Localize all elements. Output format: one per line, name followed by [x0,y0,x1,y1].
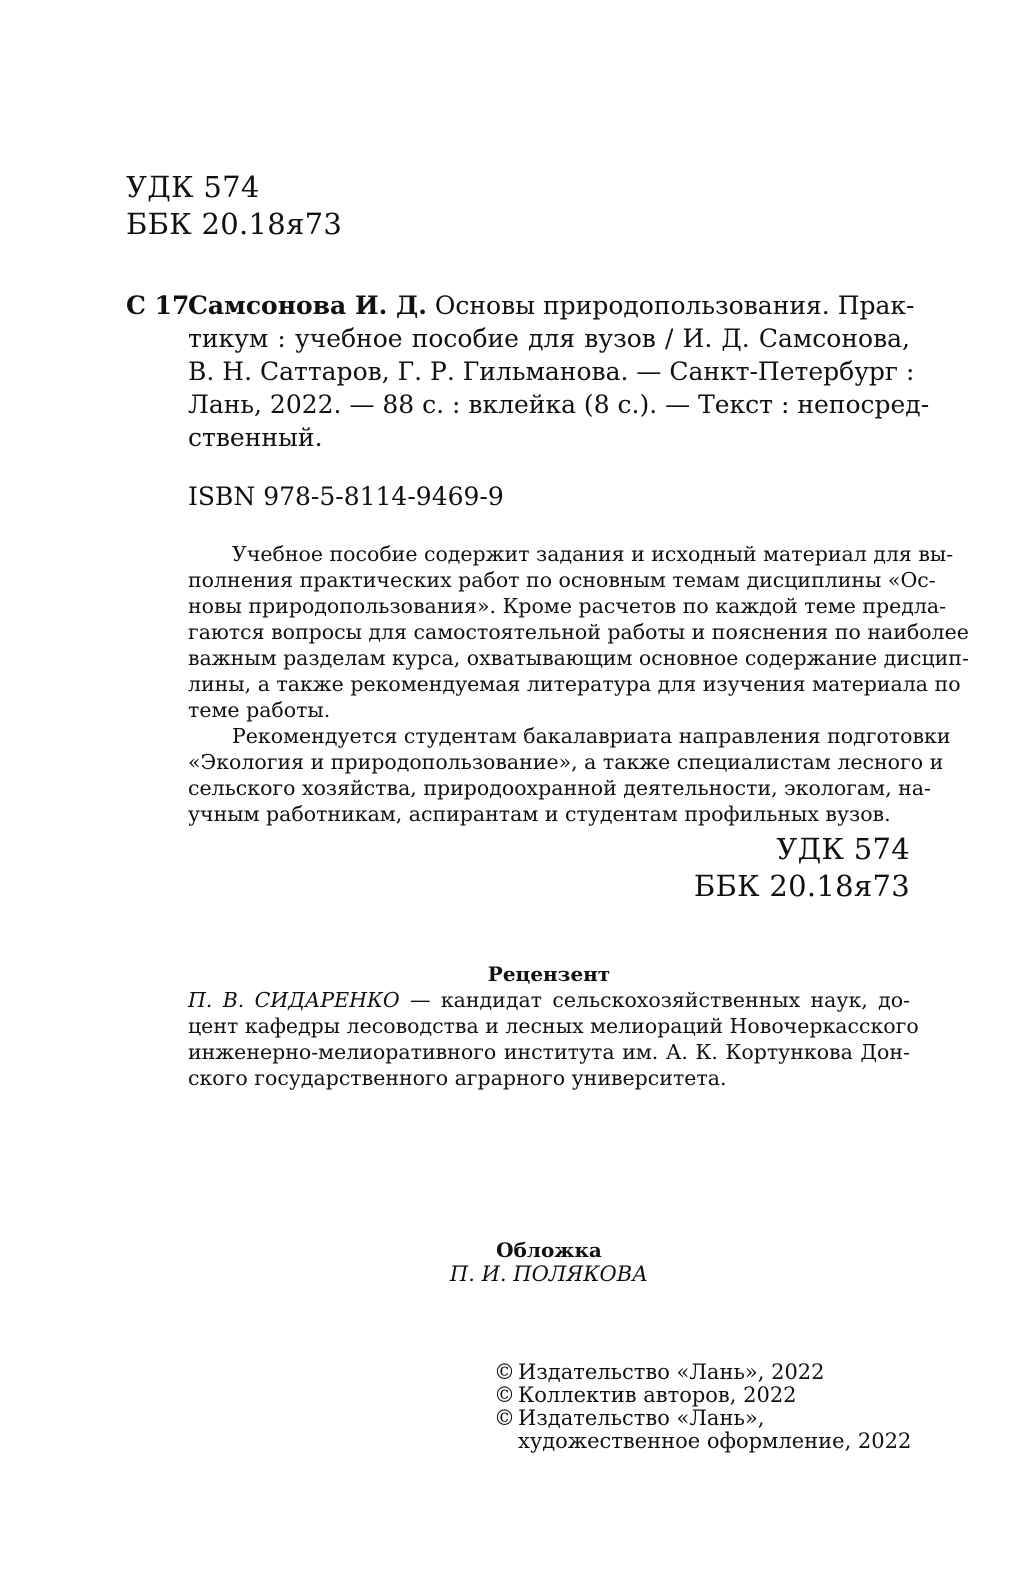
annotation-line: важным разделам курса, охватывающим основное содержание дисцип- [188,646,969,670]
bib-line-3: В. Н. Саттаров, Г. Р. Гильманова. — Санкт-Петербург : [188,357,915,386]
annotation-line: полнения практических работ по основным темам дисциплины «Ос- [188,568,936,592]
reviewer-line: П. В. СИДАРЕНКО — кандидат сельскохозяйственных наук, до- [188,988,910,1012]
bib-line-4: Лань, 2022. — 88 с. : вклейка (8 с.). — Текст : непосред- [188,390,930,419]
copyright-icon: © [494,1383,515,1407]
bbk-bottom: ББК 20.18я73 [693,869,910,903]
annotation-line: новы природопользования». Кроме расчетов по каждой теме предла- [188,594,947,618]
bib-author: Самсонова И. Д. [188,291,427,320]
cover-name: П. И. ПОЛЯКОВА [449,1262,649,1286]
copyright-line: © Издательство «Лань», 2022 [494,1360,825,1384]
bib-line-1: Самсонова И. Д. Основы природопользования. Прак- [188,291,915,320]
bib-line-5: ственный. [188,423,323,452]
copyright-line: © Коллектив авторов, 2022 [494,1383,797,1407]
annotation-line: «Экология и природопользование», а также специалистам лесного и [188,750,944,774]
bib-line-2: тикум : учебное пособие для вузов / И. Д. Самсонова, [188,324,910,353]
reviewer-line: ского государственного аграрного университета. [188,1066,727,1090]
annotation-line: сельского хозяйства, природоохранной деятельности, экологам, на- [188,776,931,800]
annotation-line: теме работы. [188,698,331,722]
bbk-top: ББК 20.18я73 [126,207,343,241]
cover-heading: Обложка [496,1238,602,1262]
isbn: ISBN 978-5-8114-9469-9 [188,482,504,511]
reviewer-name: П. В. СИДАРЕНКО [188,988,400,1012]
copyright-icon: © [494,1406,515,1430]
udk-bottom: УДК 574 [776,832,910,866]
reviewer-line: инженерно-мелиоративного института им. А. К. Кортункова Дон- [188,1040,910,1064]
annotation-line: учным работникам, аспирантам и студентам профильных вузов. [188,802,891,826]
reviewer-line: цент кафедры лесоводства и лесных мелиораций Новочеркасского [188,1014,919,1038]
copyright-icon: © [494,1360,515,1384]
annotation-line: гаются вопросы для самостоятельной работы и пояснения по наиболее [188,620,969,644]
annotation-line: лины, а также рекомендуемая литература для изучения материала по [188,672,961,696]
bib-code: С 17 [126,291,190,320]
reviewer-heading: Рецензент [487,962,611,986]
annotation-line: Рекомендуется студентам бакалавриата направления подготовки [232,724,951,748]
copyright-line: © Издательство «Лань», [494,1406,765,1430]
udk-top: УДК 574 [126,170,260,204]
annotation-line: Учебное пособие содержит задания и исходный материал для вы- [232,542,954,566]
copyright-continuation: художественное оформление, 2022 [518,1429,912,1453]
